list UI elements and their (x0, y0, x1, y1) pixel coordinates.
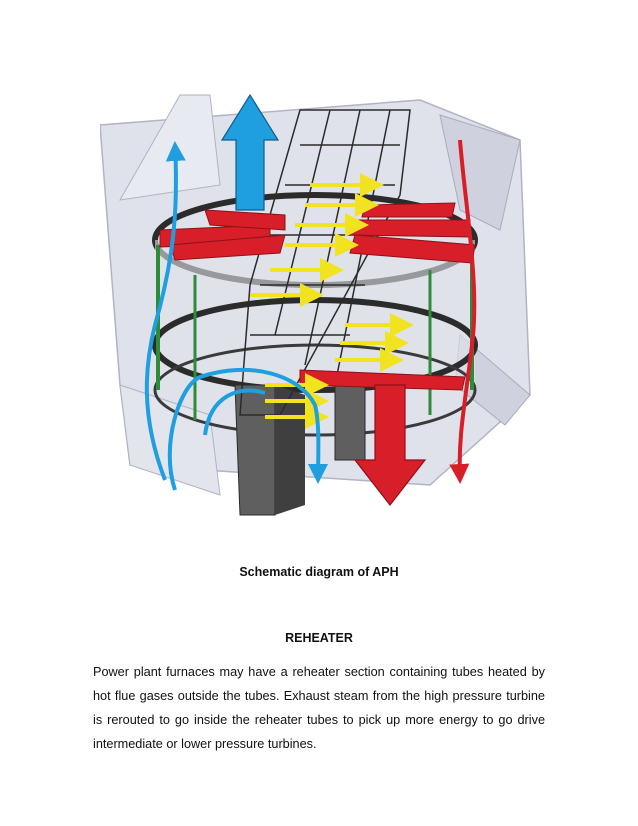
aph-schematic-diagram (100, 85, 540, 525)
figure-caption: Schematic diagram of APH (239, 565, 399, 579)
section-body: Power plant furnaces may have a reheater section containing tubes heated by hot flue gases outside the tubes. Exhaust steam from the high pressure turbine is rerouted to go inside the reheater tubes to pick up more energy to go drive intermediate or lower pressure turbines. (93, 665, 545, 751)
section-heading: REHEATER (285, 631, 353, 645)
